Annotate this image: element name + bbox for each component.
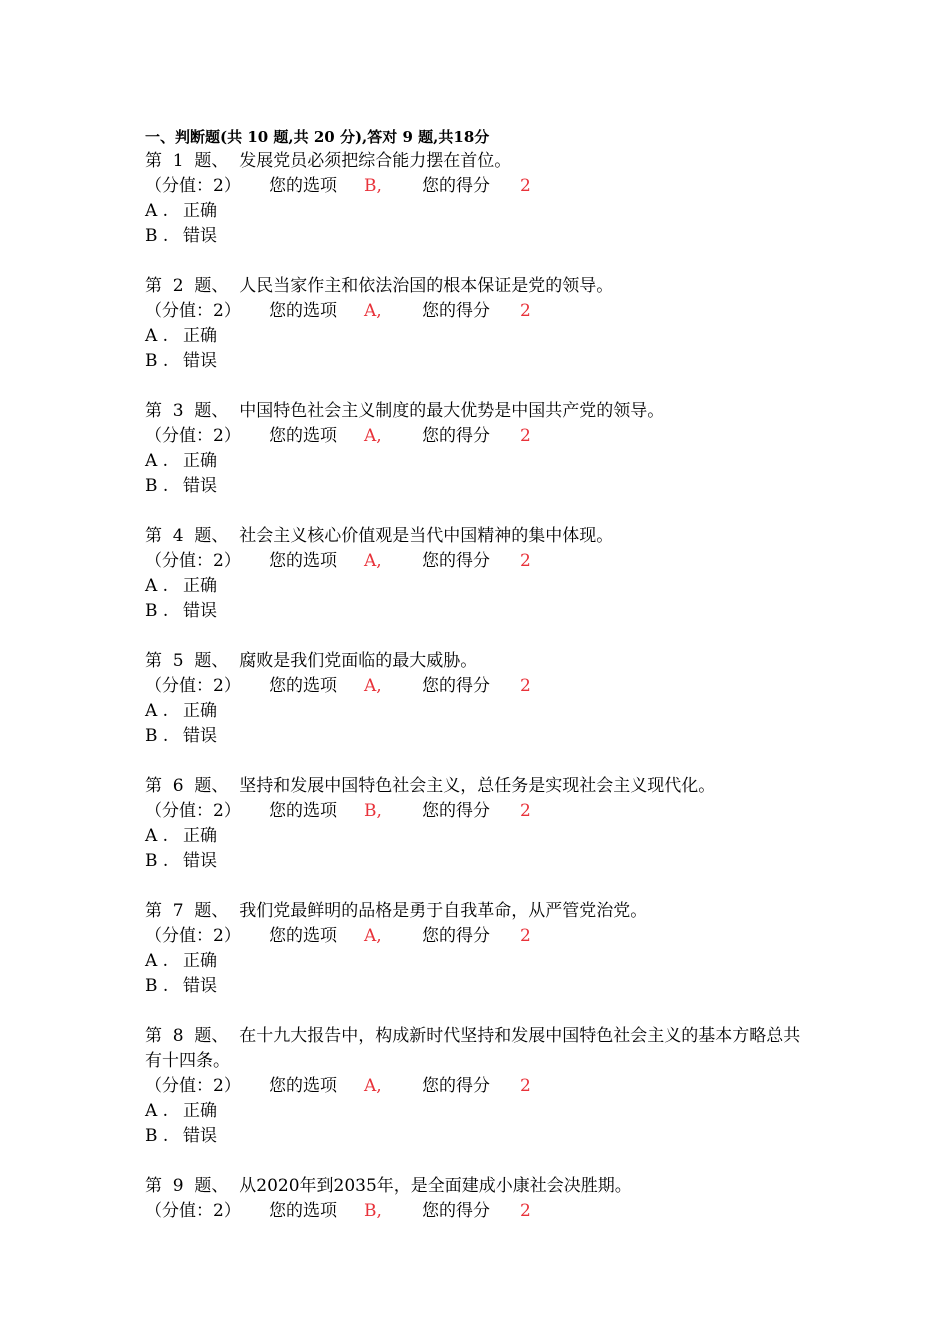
your-choice-value: A, bbox=[364, 926, 382, 946]
question-list bbox=[145, 149, 805, 1224]
answer-option bbox=[145, 849, 805, 874]
option-letter: B . bbox=[145, 1126, 169, 1146]
option-letter: A . bbox=[145, 326, 169, 346]
score-line bbox=[145, 1199, 805, 1224]
question-title bbox=[145, 649, 805, 674]
answer-option bbox=[145, 449, 805, 474]
option-letter: A . bbox=[145, 201, 169, 221]
answer-option bbox=[145, 474, 805, 499]
option-text: 正确 bbox=[183, 951, 217, 971]
question-text: 在十九大报告中，构成新时代坚持和发展中国特色社会主义的基本方略总共有十四条。 bbox=[145, 1026, 801, 1071]
your-choice-label: 您的选项 bbox=[269, 551, 337, 571]
score-line bbox=[145, 1074, 805, 1099]
option-letter: B . bbox=[145, 726, 169, 746]
question-title bbox=[145, 1024, 805, 1074]
points-label: （分值：2） bbox=[145, 176, 241, 196]
answer-option bbox=[145, 224, 805, 249]
exam-result-page bbox=[145, 125, 805, 1249]
question-number: 第 3 题、 bbox=[145, 401, 229, 421]
your-choice-label: 您的选项 bbox=[269, 426, 337, 446]
your-score-label: 您的得分 bbox=[422, 551, 490, 571]
your-score-value: 2 bbox=[520, 1201, 531, 1221]
option-letter: B . bbox=[145, 601, 169, 621]
section-header: 一、判断题(共 10 题,共 20 分),答对 9 题,共18分 bbox=[145, 128, 490, 146]
question-text: 人民当家作主和依法治国的根本保证是党的领导。 bbox=[239, 276, 614, 296]
option-text: 错误 bbox=[183, 351, 217, 371]
your-choice-value: A, bbox=[364, 676, 382, 696]
option-text: 正确 bbox=[183, 701, 217, 721]
your-score-value: 2 bbox=[520, 801, 531, 821]
points-label: （分值：2） bbox=[145, 926, 241, 946]
option-letter: A . bbox=[145, 701, 169, 721]
answer-option bbox=[145, 599, 805, 624]
your-choice-label: 您的选项 bbox=[269, 176, 337, 196]
score-line bbox=[145, 174, 805, 199]
option-letter: B . bbox=[145, 976, 169, 996]
question-text: 中国特色社会主义制度的最大优势是中国共产党的领导。 bbox=[239, 401, 665, 421]
question-title bbox=[145, 1174, 805, 1199]
score-line bbox=[145, 549, 805, 574]
your-score-label: 您的得分 bbox=[422, 176, 490, 196]
answer-option bbox=[145, 199, 805, 224]
question-item bbox=[145, 899, 805, 999]
your-choice-label: 您的选项 bbox=[269, 1201, 337, 1221]
option-text: 正确 bbox=[183, 576, 217, 596]
option-text: 正确 bbox=[183, 201, 217, 221]
question-item bbox=[145, 149, 805, 249]
your-choice-label: 您的选项 bbox=[269, 676, 337, 696]
question-title bbox=[145, 774, 805, 799]
question-item bbox=[145, 274, 805, 374]
question-item bbox=[145, 1024, 805, 1149]
question-text: 从2020年到2035年，是全面建成小康社会决胜期。 bbox=[239, 1176, 632, 1196]
question-item bbox=[145, 399, 805, 499]
question-item bbox=[145, 1174, 805, 1224]
option-letter: B . bbox=[145, 851, 169, 871]
your-choice-value: A, bbox=[364, 301, 382, 321]
option-text: 错误 bbox=[183, 851, 217, 871]
option-text: 正确 bbox=[183, 451, 217, 471]
option-text: 正确 bbox=[183, 326, 217, 346]
your-score-value: 2 bbox=[520, 926, 531, 946]
answer-option bbox=[145, 949, 805, 974]
answer-option bbox=[145, 574, 805, 599]
answer-option bbox=[145, 974, 805, 999]
your-choice-value: B, bbox=[364, 1201, 382, 1221]
question-item bbox=[145, 524, 805, 624]
points-label: （分值：2） bbox=[145, 301, 241, 321]
question-title bbox=[145, 524, 805, 549]
answer-option bbox=[145, 724, 805, 749]
your-choice-value: A, bbox=[364, 426, 382, 446]
your-score-value: 2 bbox=[520, 176, 531, 196]
your-score-label: 您的得分 bbox=[422, 926, 490, 946]
score-line bbox=[145, 424, 805, 449]
question-number: 第 4 题、 bbox=[145, 526, 229, 546]
your-score-value: 2 bbox=[520, 426, 531, 446]
your-score-value: 2 bbox=[520, 1076, 531, 1096]
question-title bbox=[145, 149, 805, 174]
question-number: 第 1 题、 bbox=[145, 151, 229, 171]
your-choice-label: 您的选项 bbox=[269, 801, 337, 821]
question-number: 第 7 题、 bbox=[145, 901, 229, 921]
option-letter: A . bbox=[145, 451, 169, 471]
question-text: 发展党员必须把综合能力摆在首位。 bbox=[239, 151, 512, 171]
question-text: 坚持和发展中国特色社会主义，总任务是实现社会主义现代化。 bbox=[239, 776, 716, 796]
option-text: 错误 bbox=[183, 1126, 217, 1146]
points-label: （分值：2） bbox=[145, 676, 241, 696]
question-number: 第 2 题、 bbox=[145, 276, 229, 296]
answer-option bbox=[145, 1124, 805, 1149]
your-score-value: 2 bbox=[520, 551, 531, 571]
your-score-label: 您的得分 bbox=[422, 1201, 490, 1221]
question-number: 第 5 题、 bbox=[145, 651, 229, 671]
question-item bbox=[145, 774, 805, 874]
option-text: 正确 bbox=[183, 826, 217, 846]
answer-option bbox=[145, 699, 805, 724]
score-line bbox=[145, 674, 805, 699]
your-score-label: 您的得分 bbox=[422, 1076, 490, 1096]
option-text: 错误 bbox=[183, 976, 217, 996]
your-choice-label: 您的选项 bbox=[269, 1076, 337, 1096]
points-label: （分值：2） bbox=[145, 1201, 241, 1221]
answer-option bbox=[145, 824, 805, 849]
question-number: 第 8 题、 bbox=[145, 1026, 229, 1046]
your-score-label: 您的得分 bbox=[422, 801, 490, 821]
question-item bbox=[145, 649, 805, 749]
your-choice-label: 您的选项 bbox=[269, 301, 337, 321]
your-score-label: 您的得分 bbox=[422, 301, 490, 321]
option-letter: B . bbox=[145, 476, 169, 496]
your-choice-value: A, bbox=[364, 1076, 382, 1096]
your-choice-label: 您的选项 bbox=[269, 926, 337, 946]
your-choice-value: B, bbox=[364, 801, 382, 821]
option-text: 错误 bbox=[183, 601, 217, 621]
question-title bbox=[145, 399, 805, 424]
option-text: 错误 bbox=[183, 476, 217, 496]
option-letter: A . bbox=[145, 826, 169, 846]
score-line bbox=[145, 799, 805, 824]
your-choice-value: B, bbox=[364, 176, 382, 196]
option-letter: B . bbox=[145, 226, 169, 246]
answer-option bbox=[145, 324, 805, 349]
option-letter: A . bbox=[145, 576, 169, 596]
points-label: （分值：2） bbox=[145, 551, 241, 571]
answer-option bbox=[145, 1099, 805, 1124]
question-number: 第 6 题、 bbox=[145, 776, 229, 796]
option-letter: B . bbox=[145, 351, 169, 371]
question-title bbox=[145, 899, 805, 924]
score-line bbox=[145, 299, 805, 324]
option-text: 正确 bbox=[183, 1101, 217, 1121]
option-text: 错误 bbox=[183, 226, 217, 246]
your-score-label: 您的得分 bbox=[422, 676, 490, 696]
your-score-value: 2 bbox=[520, 676, 531, 696]
question-text: 社会主义核心价值观是当代中国精神的集中体现。 bbox=[239, 526, 614, 546]
question-number: 第 9 题、 bbox=[145, 1176, 229, 1196]
option-letter: A . bbox=[145, 951, 169, 971]
answer-option bbox=[145, 349, 805, 374]
question-text: 腐败是我们党面临的最大威胁。 bbox=[239, 651, 478, 671]
option-text: 错误 bbox=[183, 726, 217, 746]
your-score-label: 您的得分 bbox=[422, 426, 490, 446]
your-choice-value: A, bbox=[364, 551, 382, 571]
option-letter: A . bbox=[145, 1101, 169, 1121]
question-text: 我们党最鲜明的品格是勇于自我革命，从严管党治党。 bbox=[239, 901, 648, 921]
score-line bbox=[145, 924, 805, 949]
points-label: （分值：2） bbox=[145, 801, 241, 821]
points-label: （分值：2） bbox=[145, 426, 241, 446]
your-score-value: 2 bbox=[520, 301, 531, 321]
question-title bbox=[145, 274, 805, 299]
points-label: （分值：2） bbox=[145, 1076, 241, 1096]
